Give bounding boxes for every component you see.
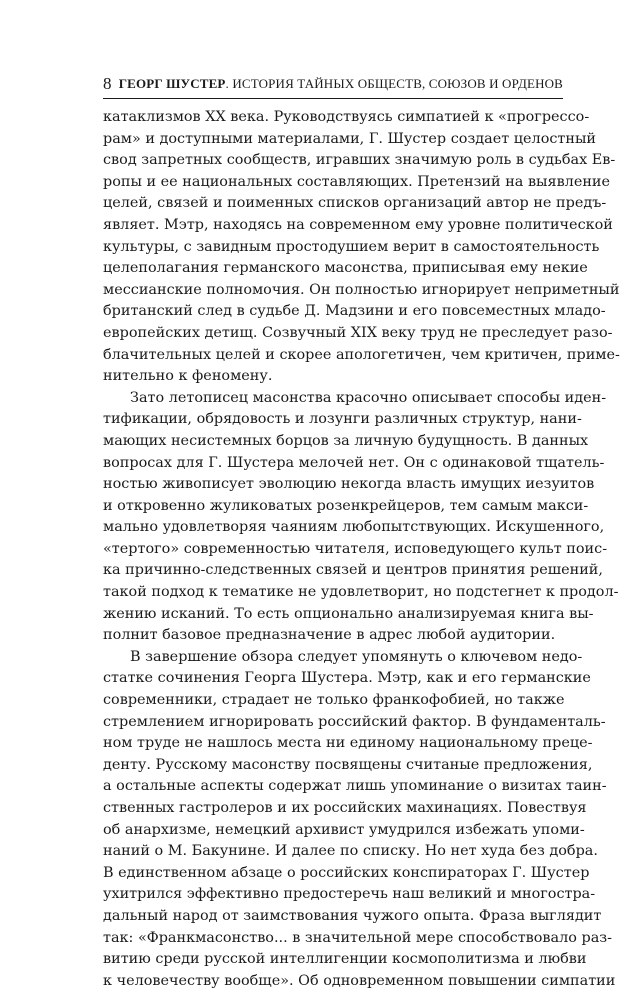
text-line: британский след в судьбе Д. Мадзини и его повсеместных младо- <box>103 303 606 320</box>
text-line: витию среди русской интеллигенции космополитизма и любви <box>103 951 587 968</box>
page-number: 8 <box>103 74 112 93</box>
text-line: В единственном абзаце о российских конспираторах Г. Шустер <box>103 864 590 881</box>
text-line: ка причинно-следственных связей и центров принятия решений, <box>103 562 603 579</box>
text-line: целей, связей и поименных списков организаций автор не предъ- <box>103 195 607 212</box>
text-line: статке сочинения Георга Шустера. Мэтр, как и его германские <box>103 670 591 687</box>
text-line: тификации, обрядовость и лозунги различных структур, нани- <box>103 411 582 428</box>
text-line: об анархизме, немецкий архивист умудрился избежать упоми- <box>103 821 585 838</box>
paragraph <box>103 388 619 647</box>
running-head-title: . ИСТОРИЯ ТАЙНЫХ ОБЩЕСТВ, СОЮЗОВ И ОРДЕНОВ <box>225 76 563 91</box>
text-line: а остальные аспекты содержат лишь упоминание о визитах таин- <box>103 778 607 795</box>
text-line: рам» и доступными материалами, Г. Шустер создает целостный <box>103 130 597 147</box>
paragraph <box>103 647 616 993</box>
page-header <box>103 74 563 96</box>
text-line: и откровенно жуликоватых розенкрейцеров, тем самым макси- <box>103 497 589 514</box>
text-line: полнит базовое предназначение в адрес любой аудитории. <box>103 627 556 644</box>
text-line: «тертого» современностью читателя, исповедующего культ поис- <box>103 540 608 557</box>
text-line: мально удовлетворяя чаяниям любопытствующих. Искушенного, <box>103 519 605 536</box>
text-line: дальный народ от заимствования чужого опыта. Фраза выглядит <box>103 907 602 924</box>
text-line: свод запретных сообществ, игравших значимую роль в судьбах Ев- <box>103 152 616 169</box>
text-line: вопросах для Г. Шустера мелочей нет. Он с одинаковой тщатель- <box>103 454 605 471</box>
text-line: Зато летописец масонства красочно описывает способы иден- <box>130 389 607 406</box>
running-head-author: ГЕОРГ ШУСТЕР <box>118 76 226 91</box>
text-line: такой подход к тематике не удовлетворит, но подстегнет к продол- <box>103 584 619 601</box>
running-head <box>119 76 563 92</box>
text-line: ухитрился эффективно предостеречь наш великий и многостра- <box>103 886 596 903</box>
paragraph <box>103 107 620 388</box>
text-line: современники, страдает не только франкофобией, но также <box>103 692 565 709</box>
text-line: мающих несистемных борцов за личную будущность. В данных <box>103 432 589 449</box>
text-line: ственных гастролеров и их российских махинациях. Повествуя <box>103 800 587 816</box>
text-line: так: «Франкмасонство... в значительной мере способствовало раз- <box>103 929 612 946</box>
text-line: нительно к феномену. <box>103 368 273 385</box>
header-rule <box>103 98 563 99</box>
text-line: жению исканий. То есть опционально анализируемая книга вы- <box>103 605 594 622</box>
text-line: ностью живописует эволюцию некогда власть имущих иезуитов <box>103 476 595 493</box>
body-text <box>103 107 620 992</box>
text-line: европейских детищ. Созвучный XIX веку труд не преследует разо- <box>103 324 613 341</box>
text-line: наний о М. Бакунине. И далее по списку. Но нет худа без добра. <box>103 843 598 860</box>
text-line: ропы и ее национальных составляющих. Претензий на выявление <box>103 173 611 190</box>
text-line: стремлением игнорировать российский фактор. В фундаменталь- <box>103 713 606 730</box>
text-line: мессианские полномочия. Он полностью игнорирует неприметный <box>103 281 620 298</box>
text-line: целеполагания германского масонства, приписывая ему некие <box>103 260 588 277</box>
text-line: являет. Мэтр, находясь на современном ему уровне политической <box>103 216 613 233</box>
text-line: блачительных целей и скорее апологетичен, чем критичен, приме- <box>103 346 620 363</box>
text-line: культуры, с завидным простодушием верит в самостоятельность <box>103 238 600 255</box>
text-line: В завершение обзора следует упомянуть о ключевом недо- <box>130 648 583 665</box>
text-line: денту. Русскому масонству посвящены считаные предложения, <box>103 756 593 773</box>
text-line: катаклизмов XX века. Руководствуясь симпатией к «прогрессо- <box>103 109 590 125</box>
text-line: к человечеству вообще». Об одновременном повышении симпатии <box>103 972 616 989</box>
text-line: ном труде не нашлось места ни единому национальному преце- <box>103 735 593 752</box>
